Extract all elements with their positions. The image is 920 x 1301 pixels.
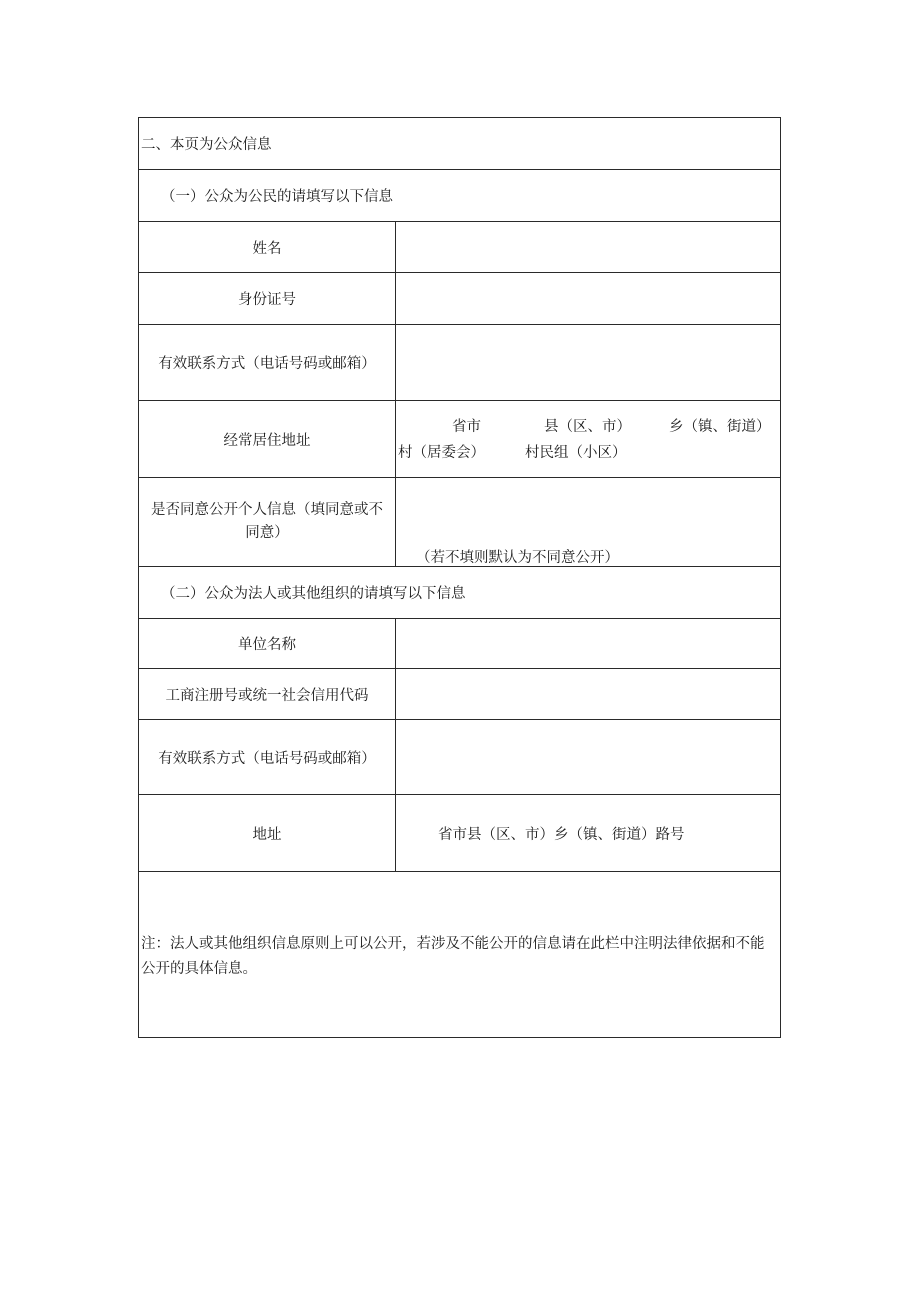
consent-label-line1: 是否同意公开个人信息（填同意或不 [151,502,383,518]
organization-address-label: 地址 [139,795,396,871]
citizen-contact-label: 有效联系方式（电话号码或邮箱） [139,325,396,400]
consent-field[interactable] [396,478,780,566]
consent-hint: （若不填则默认为不同意公开） [416,550,619,566]
registration-field[interactable] [396,669,780,719]
name-field[interactable] [396,222,780,272]
name-row [139,222,780,273]
registration-label: 工商注册号或统一社会信用代码 [139,669,396,719]
name-label: 姓名 [139,222,396,272]
section-title-row [139,118,780,170]
citizen-heading-row [139,170,780,222]
organization-address-template: 省市县（区、市）乡（镇、街道）路号 [438,827,685,843]
section-title: 二、本页为公众信息 [141,137,272,153]
id-field[interactable] [396,273,780,324]
registration-row [139,669,780,720]
residence-label: 经常居住地址 [139,401,396,477]
organization-contact-row [139,720,780,795]
organization-contact-label: 有效联系方式（电话号码或邮箱） [139,720,396,794]
address-village: 村（居委会） [398,445,485,461]
citizen-contact-row [139,325,780,401]
unit-name-field[interactable] [396,619,780,668]
citizen-contact-field[interactable] [396,325,780,400]
public-info-form [138,117,781,1038]
unit-name-row [139,619,780,669]
address-township: 乡（镇、街道） [669,419,771,435]
address-province-city: 省市 [452,419,481,435]
consent-label-line2: 同意） [245,525,289,541]
consent-label [139,478,396,566]
residence-row [139,401,780,478]
consent-row [139,478,780,567]
id-label: 身份证号 [139,273,396,324]
organization-address-row [139,795,780,872]
organization-address-field[interactable] [396,795,780,871]
residence-field[interactable] [396,401,780,477]
id-row [139,273,780,325]
organization-contact-field[interactable] [396,720,780,794]
unit-name-label: 单位名称 [139,619,396,668]
citizen-heading: （一）公众为公民的请填写以下信息 [161,189,393,205]
address-group: 村民组（小区） [525,445,627,461]
note-text: 注：法人或其他组织信息原则上可以公开，若涉及不能公开的信息请在此栏中注明法律依据和不能公开的具体信息。 [141,936,765,977]
address-county: 县（区、市） [544,419,631,435]
organization-heading: （二）公众为法人或其他组织的请填写以下信息 [161,586,466,602]
organization-heading-row [139,567,780,619]
note-row [139,872,780,1037]
